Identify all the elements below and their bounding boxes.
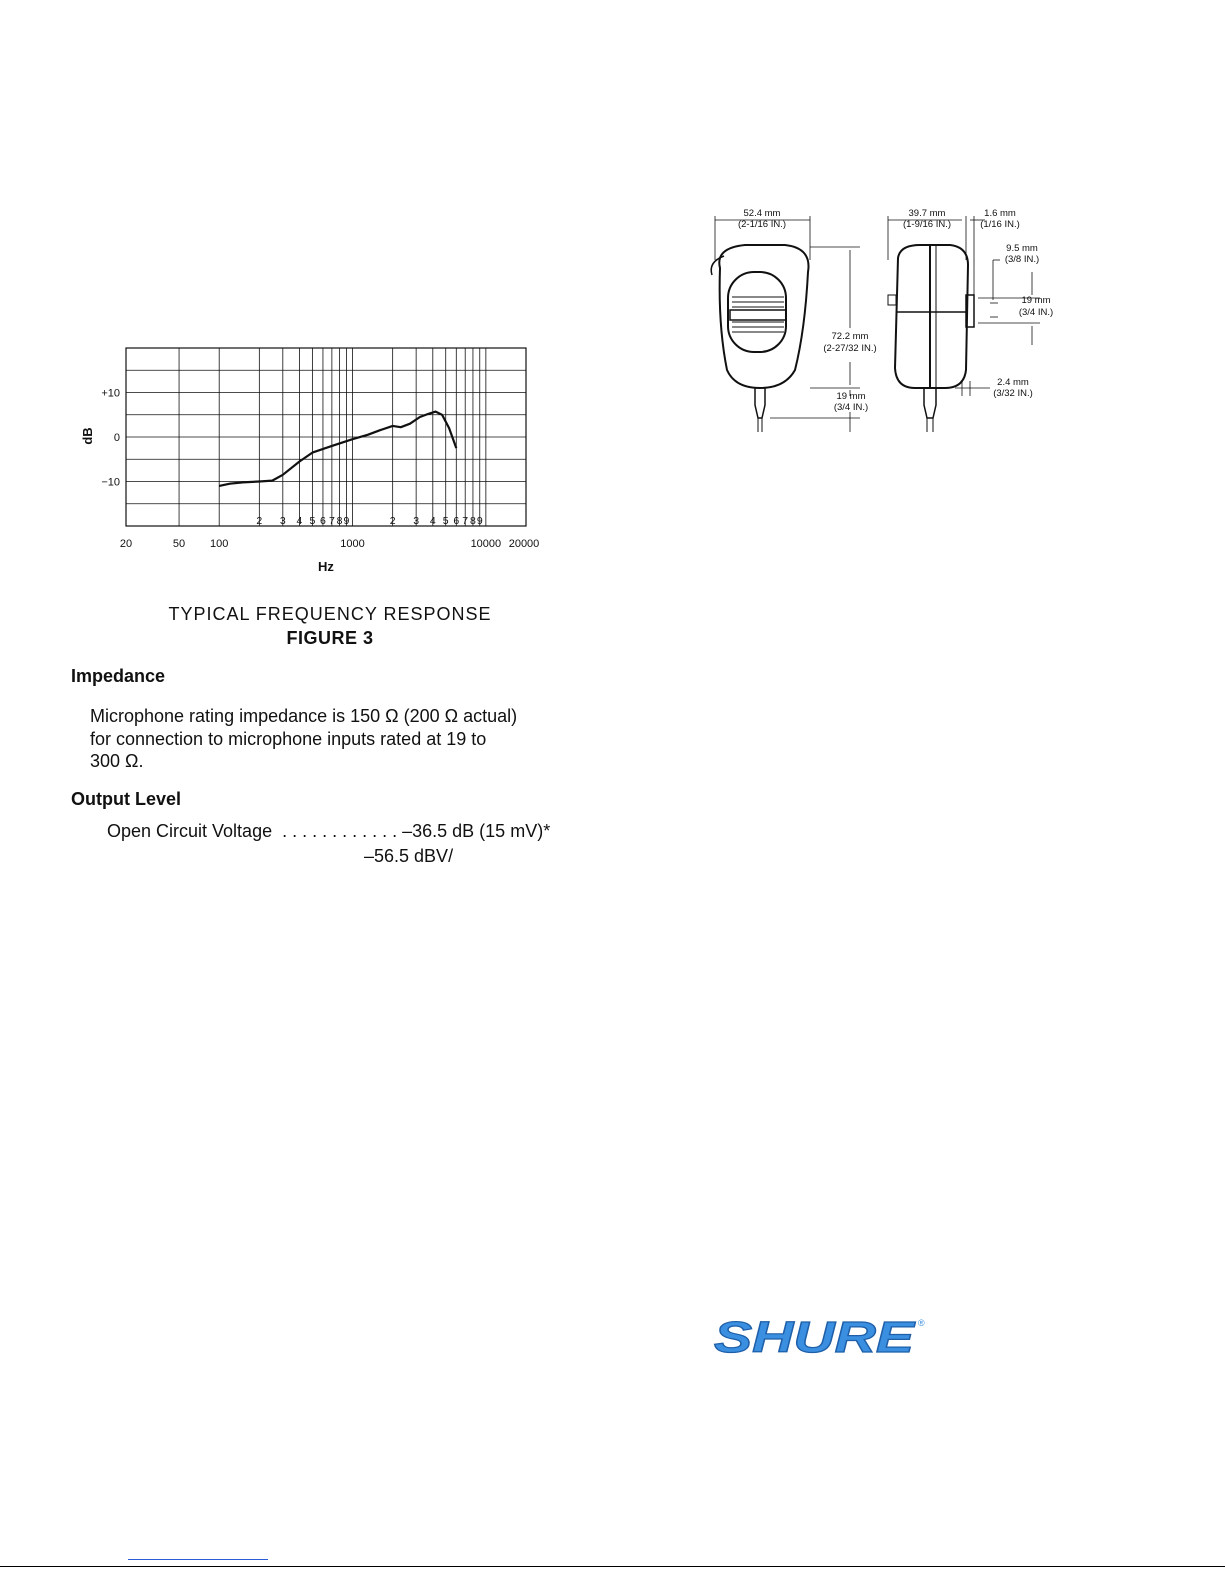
width-mm-label: 52.4 mm [743,208,781,219]
output-level-heading: Output Level [71,789,182,809]
logo-wordmark: SHURE [714,1313,917,1362]
clip-mm-label: 1.6 mm [984,208,1016,219]
x-tick-label: 100 [210,538,229,550]
x-minor-tick-label: 9 [476,515,483,527]
x-minor-tick-label: 6 [453,515,460,527]
figure-label: FIGURE 3 [286,628,374,648]
open-circuit-voltage-dbv: –56.5 dBV/ [364,846,454,866]
clip-in-label: (1/16 IN.) [980,219,1020,230]
height-in-label: (2-27/32 IN.) [823,343,877,354]
y-tick-label: +10 [101,387,120,400]
x-minor-tick-label: 5 [309,515,316,527]
y-tick-label: 0 [113,432,120,444]
x-minor-tick-label: 8 [336,515,343,527]
figure-caption: TYPICAL FREQUENCY RESPONSE [168,604,492,624]
clip-width-in-label: (3/4 IN.) [1018,307,1054,318]
x-minor-tick-label: 4 [296,515,303,527]
slot-mm-label: 9.5 mm [1006,243,1038,254]
x-minor-tick-label: 3 [413,515,420,527]
slot-in-label: (3/8 IN.) [1004,254,1040,265]
x-tick-label: 50 [172,538,186,550]
clip-width-mm-label: 19 mm [1021,295,1051,306]
footer-rule [0,1566,1225,1567]
gap-mm-label: 2.4 mm [997,377,1029,388]
x-tick-label: 10000 [470,538,502,550]
impedance-line: 300 Ω. [90,751,144,771]
impedance-heading: Impedance [71,666,166,686]
response-curve [219,412,456,486]
x-axis-label: Hz [318,559,334,574]
width-in-label: (2-1/16 IN.) [737,219,787,230]
x-minor-tick-label: 5 [442,515,449,527]
shure-logo [712,1312,942,1362]
x-tick-label: 1000 [340,538,365,550]
open-circuit-voltage: Open Circuit Voltage . . . . . . . . . . . . –36.5 dB (15 mV)* [107,821,551,841]
x-minor-tick-label: 3 [279,515,286,527]
side-view [888,245,974,432]
y-tick-label: −10 [101,476,120,489]
x-minor-tick-label: 7 [462,515,469,527]
x-minor-tick-label: 2 [256,515,263,527]
registered-mark: ® [918,1318,925,1328]
x-minor-tick-label: 6 [320,515,326,527]
impedance-line: for connection to microphone inputs rated at 19 to [90,728,487,749]
impedance-text [90,705,517,773]
microphone-dimension-drawing [700,200,1070,440]
x-minor-tick-label: 4 [429,515,436,527]
x-minor-tick-label: 8 [470,515,476,527]
x-tick-label: 20 [119,538,133,550]
depth-mm-label: 39.7 mm [908,208,946,219]
y-axis-label: dB [80,427,95,445]
frequency-response-chart [70,330,580,590]
depth-in-label: (1-9/16 IN.) [902,219,952,230]
impedance-line: Microphone rating impedance is 150 Ω (200 Ω actual) [90,706,518,726]
strain-relief-mm-label: 19 mm [836,391,866,402]
footer-link-underline[interactable] [128,1559,268,1560]
dimension-lines [715,216,1040,432]
gap-in-label: (3/32 IN.) [993,388,1033,399]
x-tick-label: 20000 [508,538,540,550]
front-view [711,245,808,432]
x-minor-tick-label: 7 [328,515,335,527]
x-minor-tick-label: 2 [389,515,396,527]
x-minor-tick-label: 9 [343,515,350,527]
height-mm-label: 72.2 mm [831,331,869,342]
strain-relief-in-label: (3/4 IN.) [833,402,869,413]
